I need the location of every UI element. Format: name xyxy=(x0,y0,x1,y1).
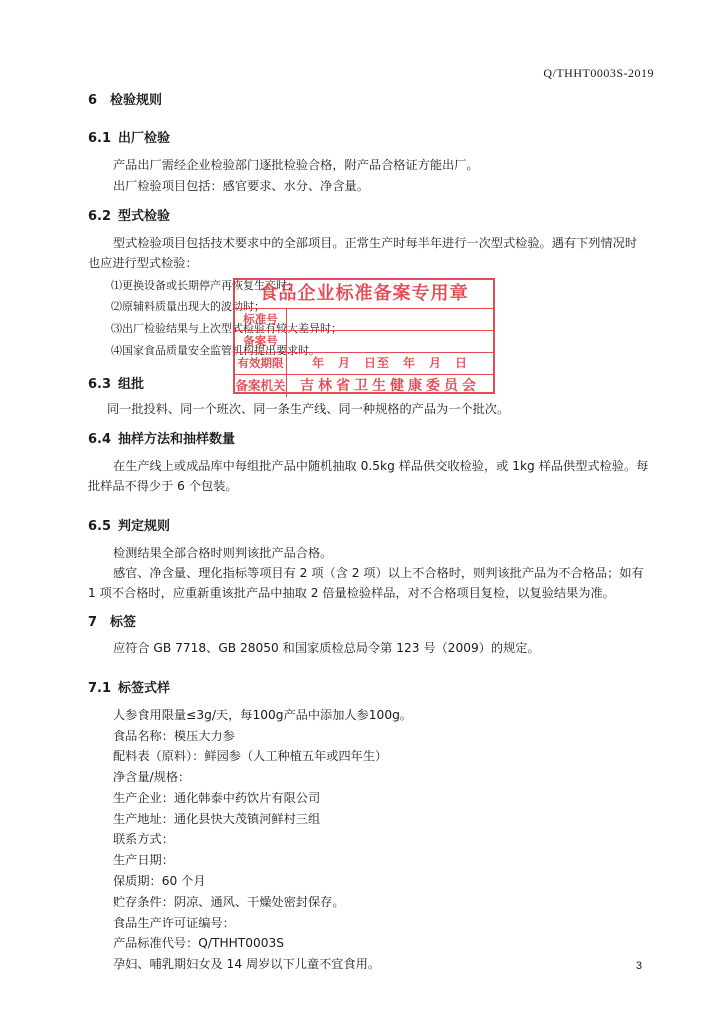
label-line: 食品名称：模压大力参 xyxy=(113,729,235,743)
label-line: 保质期：60 个月 xyxy=(113,874,206,888)
stamp-label: 有效期限 xyxy=(235,353,287,374)
section-title: 组批 xyxy=(118,377,145,392)
paragraph: 在生产线上或成品库中每组批产品中随机抽取 0.5kg 样品供交收检验，或 1kg 样品供型式检验。每 xyxy=(113,459,649,473)
paragraph: 感官、净含量、理化指标等项目有 2 项（含 2 项）以上不合格时，则判该批产品为不合格品；如有 xyxy=(113,566,644,580)
section-number: 6.3 xyxy=(88,377,112,392)
paragraph-continuation: 批样品不得少于 6 个包装。 xyxy=(88,479,238,493)
label-line: 人参食用限量≤3g/天，每100g产品中添加人参100g。 xyxy=(113,708,412,722)
list-item: ⑷国家食品质量安全监管机构提出要求时。 xyxy=(111,344,320,357)
section-number: 6 xyxy=(88,93,98,108)
document-code: Q/THHT0003S-2019 xyxy=(543,66,654,80)
label-line: 净含量/规格： xyxy=(113,770,191,784)
stamp-row-authority xyxy=(235,375,493,397)
label-line: 生产企业：通化韩泰中药饮片有限公司 xyxy=(113,791,321,805)
section-6-3-heading xyxy=(88,373,144,392)
label-line: 配料表（原料）：鲜园参（人工种植五年或四年生） xyxy=(113,749,388,763)
paragraph: 同一批投料、同一个班次、同一条生产线、同一种规格的产品为一个批次。 xyxy=(107,402,510,416)
section-number: 6.5 xyxy=(88,519,112,534)
section-title: 判定规则 xyxy=(118,519,171,534)
section-7-heading xyxy=(88,611,136,630)
section-number: 6.1 xyxy=(88,131,112,146)
section-title: 出厂检验 xyxy=(118,131,171,146)
registration-stamp xyxy=(233,278,495,394)
label-line: 生产日期： xyxy=(113,853,174,867)
stamp-title: 食品企业标准备案专用章 xyxy=(235,280,493,309)
label-line: 产品标准代号：Q/THHT0003S xyxy=(113,936,284,950)
label-line: 生产地址：通化县快大茂镇河鲜村三组 xyxy=(113,812,321,826)
section-number: 6.4 xyxy=(88,432,112,447)
stamp-row-record-no xyxy=(235,331,493,353)
list-item: ⑴更换设备或长期停产再恢复生产时； xyxy=(111,279,298,292)
paragraph: 应符合 GB 7718、GB 28050 和国家质检总局令第 123 号（2009）的规定。 xyxy=(113,641,540,655)
paragraph: 产品出厂需经企业检验部门逐批检验合格，附产品合格证方能出厂。 xyxy=(113,158,479,172)
paragraph: 检测结果全部合格时则判该批产品合格。 xyxy=(113,546,333,560)
paragraph-continuation: 1 项不合格时，应重新重该批产品中抽取 2 倍量检验样品，对不合格项目复检，以复验结果为准。 xyxy=(88,586,615,600)
section-title: 抽样方法和抽样数量 xyxy=(118,432,236,447)
stamp-value: 吉林省卫生健康委员会 xyxy=(300,378,480,394)
label-line: 联系方式： xyxy=(113,832,174,846)
section-title: 型式检验 xyxy=(118,209,171,224)
label-line: 孕妇、哺乳期妇女及 14 周岁以下儿童不宜食用。 xyxy=(113,957,381,971)
stamp-label: 备案号 xyxy=(235,331,287,352)
section-6-4-heading xyxy=(88,428,235,447)
section-title: 标签 xyxy=(110,615,137,630)
label-line: 食品生产许可证编号： xyxy=(113,916,235,930)
stamp-label: 备案机关 xyxy=(235,375,287,397)
section-6-heading xyxy=(88,89,162,108)
stamp-label: 标准号 xyxy=(235,309,287,330)
paragraph-continuation: 也应进行型式检验： xyxy=(88,256,198,270)
section-number: 6.2 xyxy=(88,209,112,224)
section-6-1-heading xyxy=(88,127,170,146)
stamp-row-standard-no xyxy=(235,309,493,331)
paragraph: 型式检验项目包括技术要求中的全部项目。正常生产时每半年进行一次型式检验。遇有下列情况时 xyxy=(113,236,638,250)
section-7-1-heading xyxy=(88,677,170,696)
section-number: 7.1 xyxy=(88,681,112,696)
stamp-row-validity xyxy=(235,353,493,375)
label-line: 贮存条件：阴凉、通风、干燥处密封保存。 xyxy=(113,895,345,909)
section-number: 7 xyxy=(88,615,98,630)
list-item: ⑵原辅料质量出现大的波动时； xyxy=(111,300,265,313)
paragraph: 出厂检验项目包括：感官要求、水分、净含量。 xyxy=(113,179,369,193)
stamp-value: 年 月 日至 年 月 日 xyxy=(311,356,468,370)
section-6-2-heading xyxy=(88,205,170,224)
section-6-5-heading xyxy=(88,515,170,534)
section-title: 标签式样 xyxy=(118,681,171,696)
page-number: 3 xyxy=(635,960,642,972)
section-title: 检验规则 xyxy=(110,93,163,108)
list-item: ⑶出厂检验结果与上次型式检验有较大差异时； xyxy=(111,322,342,335)
